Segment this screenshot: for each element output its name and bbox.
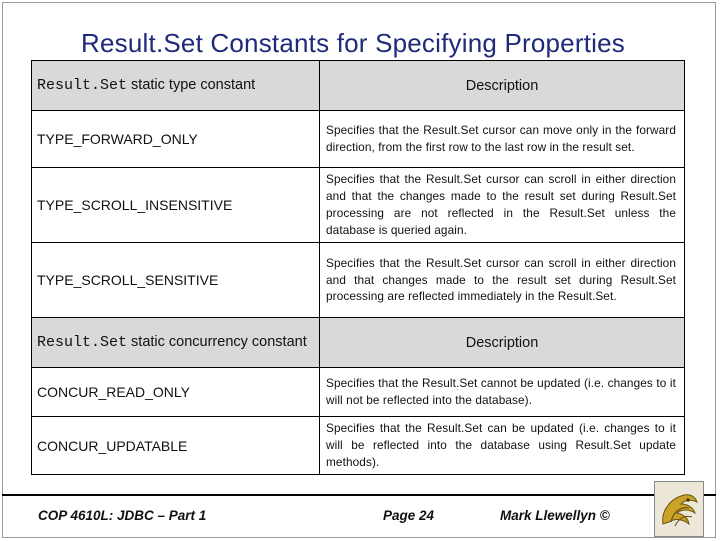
constant-name: CONCUR_READ_ONLY: [32, 368, 320, 417]
constant-name: TYPE_SCROLL_INSENSITIVE: [32, 168, 320, 243]
footer-page-number: Page 24: [383, 508, 435, 523]
table-row: [32, 368, 685, 417]
constant-description: Specifies that the Result.Set cannot be updated (i.e. changes to it will not be reflected into the database).: [320, 368, 685, 417]
constant-description: Specifies that the Result.Set can be updated (i.e. changes to it will be reflected into the database using Result.Set update methods).: [320, 417, 685, 475]
table-row: [32, 111, 685, 168]
constant-description: Specifies that the Result.Set cursor can scroll in either direction and that the changes made to the result set during Result.Set processing are not reflected in the Result.Set unless the database is queried again.: [320, 168, 685, 243]
concurrency-constant-header: Result.Set static concurrency constant: [32, 318, 320, 368]
constant-name: CONCUR_UPDATABLE: [32, 417, 320, 475]
concurrency-header-row: [32, 318, 685, 368]
table-row: [32, 417, 685, 475]
footer-divider: [2, 494, 716, 496]
type-constant-header: Result.Set static type constant: [32, 61, 320, 111]
footer-course: COP 4610L: JDBC – Part 1: [38, 508, 207, 523]
description-header: Description: [320, 61, 685, 111]
table-row: [32, 168, 685, 243]
constant-name: TYPE_FORWARD_ONLY: [32, 111, 320, 168]
slide-title: Result.Set Constants for Specifying Properties: [81, 28, 625, 58]
pegasus-logo-icon: [654, 481, 704, 537]
type-header-row: [32, 61, 685, 111]
table-row: [32, 243, 685, 318]
constant-description: Specifies that the Result.Set cursor can scroll in either direction and that changes made to the result set during Result.Set processing are reflected immediately in the Result.Set.: [320, 243, 685, 318]
footer-author: Mark Llewellyn ©: [500, 508, 610, 523]
description-header: Description: [320, 318, 685, 368]
constant-description: Specifies that the Result.Set cursor can move only in the forward direction, from the first row to the last row in the result set.: [320, 111, 685, 168]
constant-name: TYPE_SCROLL_SENSITIVE: [32, 243, 320, 318]
resultset-constants-table: [31, 60, 685, 475]
